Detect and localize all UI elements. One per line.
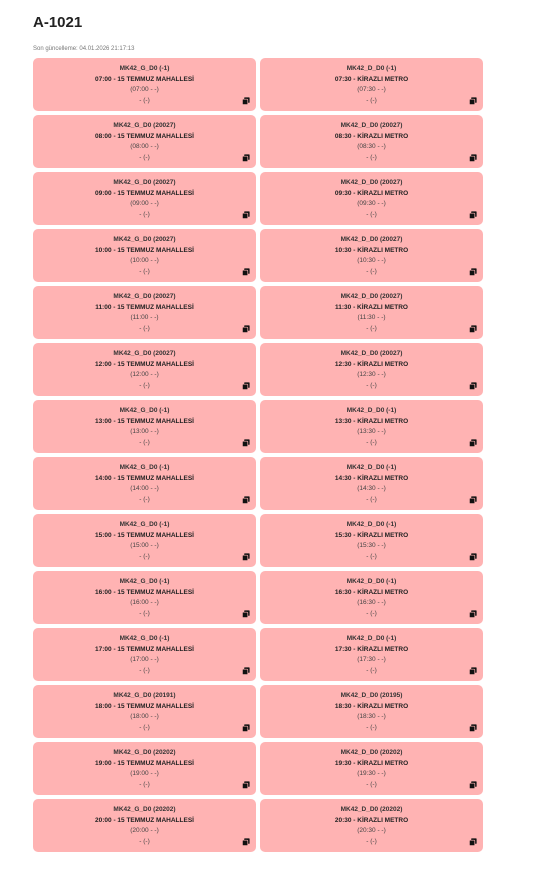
trip-card-left[interactable] xyxy=(33,400,256,453)
trip-extra-info: - (-) xyxy=(366,267,377,275)
trip-extra-info: - (-) xyxy=(366,96,377,104)
trip-code: MK42_D_D0 (20027) xyxy=(340,293,403,300)
trip-code: MK42_G_D0 (20202) xyxy=(113,749,176,756)
trip-time-range: (14:00 - -) xyxy=(130,485,159,492)
trip-code: MK42_G_D0 (-1) xyxy=(119,635,170,642)
trip-time-range: (18:30 - -) xyxy=(357,713,386,720)
trip-card-left[interactable] xyxy=(33,571,256,624)
trip-card-right[interactable] xyxy=(260,571,483,624)
trip-time-range: (13:00 - -) xyxy=(130,428,159,435)
trip-route: 07:00 - 15 TEMMUZ MAHALLESİ xyxy=(95,75,194,83)
copy-icon[interactable] xyxy=(242,838,250,846)
copy-icon[interactable] xyxy=(242,781,250,789)
trip-extra-info: - (-) xyxy=(366,324,377,332)
trip-card-left[interactable] xyxy=(33,457,256,510)
copy-icon[interactable] xyxy=(469,325,477,333)
trip-extra-info: - (-) xyxy=(139,96,150,104)
copy-icon[interactable] xyxy=(469,610,477,618)
trip-extra-info: - (-) xyxy=(139,552,150,560)
trip-time-range: (13:30 - -) xyxy=(357,428,386,435)
trip-extra-info: - (-) xyxy=(139,723,150,731)
trip-code: MK42_G_D0 (20027) xyxy=(113,293,176,300)
copy-icon[interactable] xyxy=(469,667,477,675)
trip-route: 20:30 - KİRAZLI METRO xyxy=(334,816,409,824)
trip-card-left[interactable] xyxy=(33,685,256,738)
trip-code: MK42_D_D0 (20027) xyxy=(340,179,403,186)
trip-route: 17:00 - 15 TEMMUZ MAHALLESİ xyxy=(95,645,194,653)
trip-route: 12:00 - 15 TEMMUZ MAHALLESİ xyxy=(95,360,194,368)
trip-time-range: (17:30 - -) xyxy=(357,656,386,663)
trip-extra-info: - (-) xyxy=(366,495,377,503)
trip-extra-info: - (-) xyxy=(139,837,150,845)
copy-icon[interactable] xyxy=(469,553,477,561)
trip-code: MK42_D_D0 (20195) xyxy=(340,692,403,699)
copy-icon[interactable] xyxy=(469,382,477,390)
trip-card-right[interactable] xyxy=(260,742,483,795)
trip-code: MK42_G_D0 (20202) xyxy=(113,806,176,813)
copy-icon[interactable] xyxy=(469,496,477,504)
trip-card-left[interactable] xyxy=(33,172,256,225)
trip-card-right[interactable] xyxy=(260,685,483,738)
trip-route: 15:30 - KİRAZLI METRO xyxy=(334,531,409,539)
copy-icon[interactable] xyxy=(469,838,477,846)
trip-extra-info: - (-) xyxy=(366,837,377,845)
trip-code: MK42_G_D0 (20191) xyxy=(113,692,176,699)
trip-code: MK42_D_D0 (20027) xyxy=(340,236,403,243)
copy-icon[interactable] xyxy=(469,154,477,162)
copy-icon[interactable] xyxy=(242,724,250,732)
trip-card-right[interactable] xyxy=(260,799,483,852)
copy-icon[interactable] xyxy=(242,439,250,447)
trip-extra-info: - (-) xyxy=(366,381,377,389)
copy-icon[interactable] xyxy=(242,553,250,561)
trip-code: MK42_D_D0 (20027) xyxy=(340,122,403,129)
trip-time-range: (15:00 - -) xyxy=(130,542,159,549)
trip-route: 10:00 - 15 TEMMUZ MAHALLESİ xyxy=(95,246,194,254)
copy-icon[interactable] xyxy=(469,724,477,732)
trip-route: 19:30 - KİRAZLI METRO xyxy=(334,759,409,767)
trip-time-range: (12:30 - -) xyxy=(357,371,386,378)
trip-route: 13:00 - 15 TEMMUZ MAHALLESİ xyxy=(95,417,194,425)
trip-route: 13:30 - KİRAZLI METRO xyxy=(334,417,409,425)
copy-icon[interactable] xyxy=(469,268,477,276)
trip-code: MK42_G_D0 (20027) xyxy=(113,122,176,129)
trip-time-range: (07:30 - -) xyxy=(357,86,386,93)
trip-card-left[interactable] xyxy=(33,115,256,168)
trip-time-range: (20:30 - -) xyxy=(357,827,386,834)
copy-icon[interactable] xyxy=(469,97,477,105)
trip-card-right[interactable] xyxy=(260,229,483,282)
trip-code: MK42_D_D0 (20202) xyxy=(340,749,403,756)
trip-extra-info: - (-) xyxy=(139,324,150,332)
trip-route: 17:30 - KİRAZLI METRO xyxy=(334,645,409,653)
trip-route: 08:30 - KİRAZLI METRO xyxy=(334,132,409,140)
trip-route: 18:00 - 15 TEMMUZ MAHALLESİ xyxy=(95,702,194,710)
trip-card-left[interactable] xyxy=(33,628,256,681)
copy-icon[interactable] xyxy=(242,268,250,276)
copy-icon[interactable] xyxy=(469,439,477,447)
copy-icon[interactable] xyxy=(242,97,250,105)
copy-icon[interactable] xyxy=(469,781,477,789)
trip-route: 16:30 - KİRAZLI METRO xyxy=(334,588,409,596)
trip-extra-info: - (-) xyxy=(139,780,150,788)
trip-time-range: (08:30 - -) xyxy=(357,143,386,150)
trip-extra-info: - (-) xyxy=(366,438,377,446)
trip-time-range: (14:30 - -) xyxy=(357,485,386,492)
trip-extra-info: - (-) xyxy=(366,666,377,674)
trip-time-range: (10:30 - -) xyxy=(357,257,386,264)
trip-card-right[interactable] xyxy=(260,343,483,396)
trip-time-range: (11:30 - -) xyxy=(357,314,386,321)
trip-route: 12:30 - KİRAZLI METRO xyxy=(334,360,409,368)
trip-code: MK42_D_D0 (20202) xyxy=(340,806,403,813)
trip-route: 08:00 - 15 TEMMUZ MAHALLESİ xyxy=(95,132,194,140)
trip-extra-info: - (-) xyxy=(139,609,150,617)
trip-code: MK42_G_D0 (20027) xyxy=(113,350,176,357)
trip-extra-info: - (-) xyxy=(139,153,150,161)
trip-extra-info: - (-) xyxy=(139,438,150,446)
page-title: A-1021 xyxy=(33,14,83,31)
trip-card-right[interactable] xyxy=(260,115,483,168)
trip-card-right[interactable] xyxy=(260,58,483,111)
trip-time-range: (08:00 - -) xyxy=(130,143,159,150)
trip-time-range: (20:00 - -) xyxy=(130,827,159,834)
trip-card-right[interactable] xyxy=(260,400,483,453)
trip-time-range: (16:00 - -) xyxy=(130,599,159,606)
trip-time-range: (07:00 - -) xyxy=(130,86,159,93)
copy-icon[interactable] xyxy=(242,325,250,333)
trip-extra-info: - (-) xyxy=(366,609,377,617)
trip-card-right[interactable] xyxy=(260,286,483,339)
trip-time-range: (09:00 - -) xyxy=(130,200,159,207)
trip-code: MK42_G_D0 (-1) xyxy=(119,65,170,72)
trip-extra-info: - (-) xyxy=(366,780,377,788)
trip-card-left[interactable] xyxy=(33,343,256,396)
copy-icon[interactable] xyxy=(242,382,250,390)
trip-code: MK42_G_D0 (20027) xyxy=(113,179,176,186)
trip-card-right[interactable] xyxy=(260,628,483,681)
trip-card-left[interactable] xyxy=(33,514,256,567)
trip-code: MK42_D_D0 (-1) xyxy=(346,464,397,471)
trip-time-range: (12:00 - -) xyxy=(130,371,159,378)
trip-grid xyxy=(33,58,544,852)
trip-time-range: (11:00 - -) xyxy=(130,314,159,321)
trip-code: MK42_G_D0 (-1) xyxy=(119,578,170,585)
trip-card-left[interactable] xyxy=(33,58,256,111)
trip-route: 16:00 - 15 TEMMUZ MAHALLESİ xyxy=(95,588,194,596)
trip-code: MK42_G_D0 (-1) xyxy=(119,521,170,528)
trip-route: 14:00 - 15 TEMMUZ MAHALLESİ xyxy=(95,474,194,482)
trip-time-range: (17:00 - -) xyxy=(130,656,159,663)
trip-card-right[interactable] xyxy=(260,457,483,510)
trip-code: MK42_G_D0 (-1) xyxy=(119,464,170,471)
copy-icon[interactable] xyxy=(469,211,477,219)
copy-icon[interactable] xyxy=(242,154,250,162)
trip-card-left[interactable] xyxy=(33,799,256,852)
trip-extra-info: - (-) xyxy=(139,381,150,389)
trip-code: MK42_D_D0 (-1) xyxy=(346,578,397,585)
trip-extra-info: - (-) xyxy=(366,723,377,731)
trip-code: MK42_G_D0 (-1) xyxy=(119,407,170,414)
trip-card-left[interactable] xyxy=(33,229,256,282)
copy-icon[interactable] xyxy=(242,610,250,618)
trip-extra-info: - (-) xyxy=(366,552,377,560)
trip-code: MK42_G_D0 (20027) xyxy=(113,236,176,243)
trip-time-range: (18:00 - -) xyxy=(130,713,159,720)
trip-extra-info: - (-) xyxy=(366,210,377,218)
trip-code: MK42_D_D0 (-1) xyxy=(346,635,397,642)
trip-route: 18:30 - KİRAZLI METRO xyxy=(334,702,409,710)
trip-route: 15:00 - 15 TEMMUZ MAHALLESİ xyxy=(95,531,194,539)
trip-route: 19:00 - 15 TEMMUZ MAHALLESİ xyxy=(95,759,194,767)
trip-card-right[interactable] xyxy=(260,172,483,225)
trip-route: 09:30 - KİRAZLI METRO xyxy=(334,189,409,197)
trip-time-range: (19:00 - -) xyxy=(130,770,159,777)
trip-time-range: (19:30 - -) xyxy=(357,770,386,777)
last-updated-text: Son güncelleme: 04.01.2026 21:17:13 xyxy=(33,46,135,52)
trip-route: 20:00 - 15 TEMMUZ MAHALLESİ xyxy=(95,816,194,824)
trip-extra-info: - (-) xyxy=(139,666,150,674)
trip-card-right[interactable] xyxy=(260,514,483,567)
trip-extra-info: - (-) xyxy=(139,495,150,503)
trip-route: 10:30 - KİRAZLI METRO xyxy=(334,246,409,254)
trip-route: 11:00 - 15 TEMMUZ MAHALLESİ xyxy=(95,303,194,311)
trip-route: 11:30 - KİRAZLI METRO xyxy=(335,303,408,311)
trip-time-range: (09:30 - -) xyxy=(357,200,386,207)
trip-extra-info: - (-) xyxy=(366,153,377,161)
copy-icon[interactable] xyxy=(242,211,250,219)
trip-route: 09:00 - 15 TEMMUZ MAHALLESİ xyxy=(95,189,194,197)
trip-route: 07:30 - KİRAZLI METRO xyxy=(334,75,409,83)
copy-icon[interactable] xyxy=(242,667,250,675)
copy-icon[interactable] xyxy=(242,496,250,504)
trip-card-left[interactable] xyxy=(33,286,256,339)
trip-card-left[interactable] xyxy=(33,742,256,795)
trip-time-range: (15:30 - -) xyxy=(357,542,386,549)
trip-code: MK42_D_D0 (20027) xyxy=(340,350,403,357)
trip-code: MK42_D_D0 (-1) xyxy=(346,407,397,414)
trip-time-range: (10:00 - -) xyxy=(130,257,159,264)
trip-extra-info: - (-) xyxy=(139,267,150,275)
trip-route: 14:30 - KİRAZLI METRO xyxy=(334,474,409,482)
trip-code: MK42_D_D0 (-1) xyxy=(346,521,397,528)
trip-extra-info: - (-) xyxy=(139,210,150,218)
trip-time-range: (16:30 - -) xyxy=(357,599,386,606)
trip-code: MK42_D_D0 (-1) xyxy=(346,65,397,72)
